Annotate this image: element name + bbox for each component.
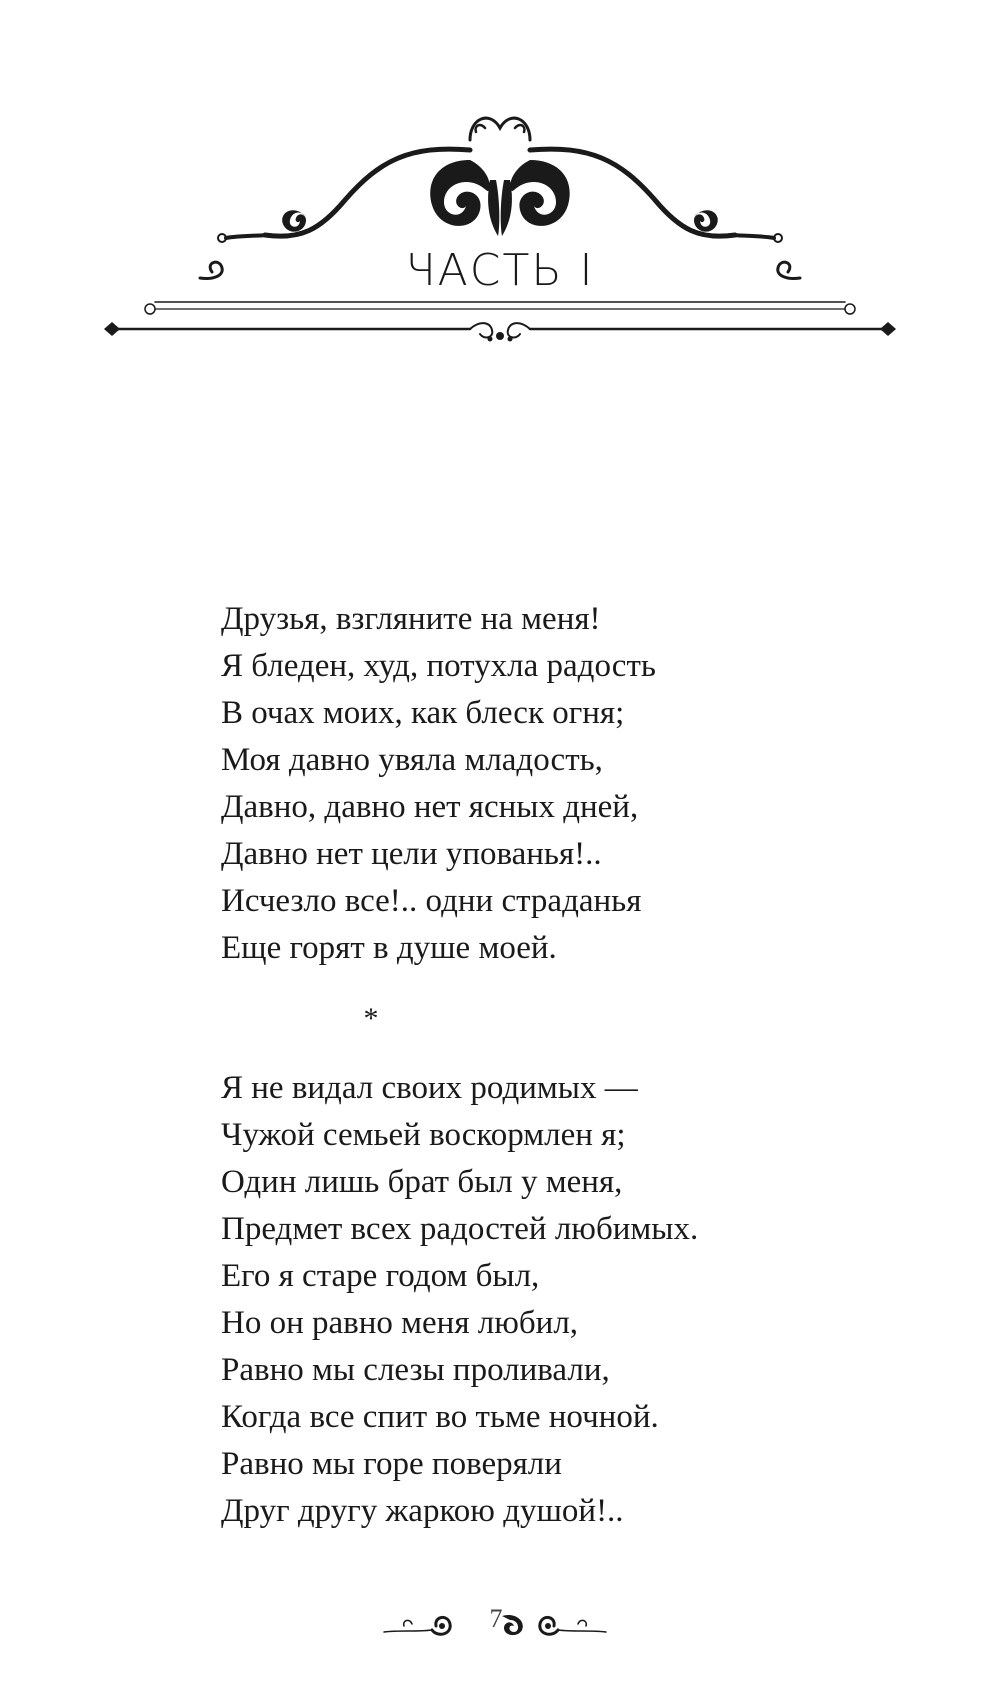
poem-line: Равно мы горе поверяли bbox=[221, 1446, 562, 1482]
stanza-divider: * bbox=[363, 1002, 379, 1035]
poem-line: В очах моих, как блеск огня; bbox=[221, 695, 625, 731]
poem-line: Исчезло все!.. одни страданья bbox=[221, 883, 642, 919]
chapter-header-ornament bbox=[0, 0, 1000, 360]
poem-line: Я не видал своих родимых — bbox=[221, 1070, 638, 1106]
poem-line: Когда все спит во тьме ночной. bbox=[221, 1399, 659, 1435]
poem-line: Давно, давно нет ясных дней, bbox=[221, 789, 639, 825]
poem-line: Друг другу жаркою душой!.. bbox=[221, 1493, 624, 1529]
poem-line: Еще горят в душе моей. bbox=[221, 930, 557, 966]
poem-line: Давно нет цели упованья!.. bbox=[221, 836, 602, 872]
page-number: 7 bbox=[489, 1604, 503, 1633]
chapter-title: ЧАСТЬ I bbox=[405, 245, 595, 296]
poem-line: Моя давно увяла младость, bbox=[221, 742, 603, 778]
poem-line: Его я старе годом был, bbox=[221, 1258, 540, 1294]
poem-line: Друзья, взгляните на меня! bbox=[221, 601, 601, 637]
poem-line: Равно мы слезы проливали, bbox=[221, 1352, 610, 1388]
poem-line: Чужой семьей воскормлен я; bbox=[221, 1117, 626, 1153]
poem-line: Предмет всех радостей любимых. bbox=[221, 1211, 699, 1247]
poem-line: Но он равно меня любил, bbox=[221, 1305, 579, 1341]
stanza-1 bbox=[221, 596, 841, 972]
poem-line: Я бледен, худ, потухла радость bbox=[221, 648, 656, 684]
stanza-2 bbox=[221, 1065, 841, 1535]
poem-line: Один лишь брат был у меня, bbox=[221, 1164, 623, 1200]
poem-body bbox=[221, 596, 841, 1535]
